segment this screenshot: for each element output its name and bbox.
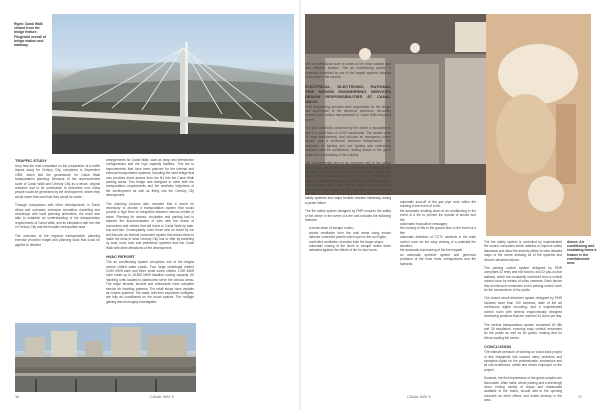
sculpture-photo	[486, 14, 591, 236]
heading-electrical: ELECTRICAL, ELECTRONIC, RATIONAL FIRE DESIGN ENGINEERING SERVICES DESIGN RESPONSIBILITIES AT CANAL WALK:	[305, 83, 391, 104]
paragraph: However, the first impressions of the great complex are favourable. Wide malls, whole parking and a seemingly never ending variety of shops and restaurants available to the visitor, should add to the opening chronicle as other offices and hotels develop in the area.	[484, 376, 562, 403]
list-item: the homing of lifts to the ground floor in the event of a fire;	[400, 226, 476, 235]
text-column-electrical	[305, 62, 391, 257]
caption-sculpture: Above: Air conditioning and escalating items a feature in the entertainment area.	[567, 240, 597, 266]
paragraph: Through comparison with other developments in South Africa and overseas, extensive simulation modelling and workshops with local planning authorities, the team was able to establish an understanding of the transportation requirements of Canal Walk, and its interaction with the rest of Century City and the broader metropolitan area.	[15, 203, 100, 230]
list-item: an automatic sprinkler system and generous provision of fire hose reels, extinguishers and fire hydrants.	[400, 252, 476, 266]
fire-features-list	[305, 226, 391, 252]
sculpture-photo-illustration	[486, 14, 591, 236]
list-item: smoke ventilation from the mall areas using smoke detector controlled panels which open in the roof lights;	[309, 230, 391, 240]
magazine-name-right: CANAL WAY 8	[407, 395, 431, 399]
heading-traffic-study: TRAFFIC STUDY	[15, 158, 47, 163]
text-column-traffic	[15, 158, 100, 251]
list-item: the automatic shutting down of air conditioning in the event of a fire to prevent the spread of smoke and fire;	[400, 208, 476, 222]
list-item: automatic detection of CCTV cameras in the main control room for the easy viewing of a potential fire situation;	[400, 235, 476, 249]
page-number-left: 36	[15, 395, 19, 399]
paragraph: with a professional team to arrive at the most suitable and cost effective solution. The air conditioning system is computer controlled by one of the largest systems installed in the state in the country.	[305, 62, 391, 80]
walkway-photo	[15, 323, 196, 392]
paragraph: The parking control system designed by PMR comprises 42 entry and exit booms, and 22 pay-on-foot stations, which are constantly monitored from a central control room by means of video cameras. Each device has an intercom connection to the parking control room for the convenience of the public.	[484, 266, 562, 293]
list-item: a break-down of escape routes;	[309, 226, 354, 231]
list-item: automatic closing of fire doors to escape routes when activated against the effects of fire for two hours;	[309, 244, 391, 253]
text-column-hvac	[106, 158, 194, 308]
paragraph: The intimate pressure of working on a fast track project of this magnitude has caused many problems and sleepless nights for the professionals, contractors and all sub-contractors, artists and others employed on the project.	[484, 350, 562, 372]
paragraph: PMR Engineering services were responsible for the design and supervision of the electrical, electronic, fire-safety systems and vertical transportation in Canal Walk shopping centre.	[305, 104, 391, 122]
heading-hvac-report: HVAC REPORT	[106, 254, 135, 260]
paragraph: arrangements for Canal Walk, such as ramp and intersection configurations and the high capacity facilities. This led to improvements that have been planned for the internal and external transportation systems, including the used bridge that now provides direct access from the N1 into the Canal Walk parking areas. This bridge was designed to meet both the transportation requirements and the aesthetic objectives of the development as well as fitting into the Century City development.	[106, 158, 194, 198]
paragraph: The fire safety system is controlled by sophisticated fire control computers which address to improve safety standards and allow the security officer to view detailed maps of the centre showing all of the systems and devices described above.	[484, 240, 562, 262]
fire-features-list-continued	[396, 200, 476, 266]
paragraph: The total electricity consumed by the centre is equivalent to that of a small town of 2,000 households. The system uses 28 main transformers, and includes an emergency power system and a multi-level electrical infrastructure. The emphasis on lighting and roof lighting was extensively designed with the architecture, adding drama to the grand scale and rich detailing of the building.	[305, 126, 391, 157]
paragraph: Arup was the lead consultant on the preparation of a traffic impact study for Century City, completed in September 1998, which laid the groundwork for Canal Walk transportation planning. Because of the unprecedented scale of Canal Walk and Century City as a whole, original research had to be undertaken to determine how many people would be generated by the development, where they would come from and how they would be made.	[15, 164, 100, 199]
page-number-right: 37	[578, 395, 582, 399]
list-item: automatic shut-off of the gas pipe work within the building in the event of a fire;	[400, 200, 476, 209]
bridge-photo	[52, 14, 294, 154]
text-column-fire-list	[396, 200, 476, 270]
paragraph: The environmental area is an important part of the centre and boasts one of the most sophisticated lighting control systems in the country. It employs intelligent lighting and stage effects usually found only in major entertainment venues. A centralised computer controlled mimicking system with a secure web page enables users to monitor their current and past electricity, gas and water consumption at the click of a mouse. Stand-by power ensures that the life-safety systems and major tenants function flawlessly during a power failure.	[305, 161, 391, 205]
walkway-photo-illustration	[15, 323, 196, 392]
heading-conclusion: CONCLUSION	[484, 344, 511, 350]
paragraph: The air conditioning system comprises one of the largest central chilled water plants. Four large centrifugal chillers 3,000 kW/ft each and three small screw chillers 1,050 kW/ft each make up to 15,800 kW/ft installed cooling capacity. Air handling units located in plantrooms serve the various areas. The major tenants, tenants and restaurants have complete service air handling systems. The retail shops have variable air volume systems. The malls, with their expansive rooflights, are fully air conditioned on the broad spaces. The rooflight glazing was thoroughly investigated	[106, 260, 194, 304]
text-column-conclusion	[484, 240, 562, 407]
bridge-photo-illustration	[52, 14, 294, 154]
paragraph: The overview of the regional transportation planning exercise provided insight and planning tools that could be applied to detailed	[15, 233, 100, 247]
paragraph: The planning process also revealed that it would be necessary to provide a transportation system that would provide a high level of integration between various modes of travel. Planning for access, circulation and parking had to balance the accommodation of cars with the needs of commuters and visitors that will travel to Canal Walk by train, bus and taxi. Consequently, even those who do travel by car will discover an internal movement system that allows them to make the most of what Century City has to offer by travelling by boat, boat, train and pedestrian systems that link Canal Walk with other attractions of the development.	[106, 201, 194, 250]
list-item: the automatic summoning of the fire brigade.	[400, 248, 464, 253]
list-item: automated evacuation messages;	[400, 222, 448, 227]
list-item: controlled ventilation of smoke from the larger shops;	[309, 239, 384, 244]
magazine-name-left: CANAL WAY 8	[150, 395, 174, 399]
paragraph: The vertical transportation system comprises 60 lifts and 34 escalators, ensuring easy vertical movement for the public as well as for goods, making and for fixture loading the centre.	[484, 322, 562, 340]
caption-bridge: Right: Canal Walk viewed from the bridge feature. Fitzgerald overall of bridge station and walkway.	[14, 22, 47, 48]
paragraph: The closed circuit television system designed by PMR includes more than 100 cameras, state of the art continuous digital recording, and a sophisticated control room with several ergonomically designed monitoring positions that are manned 24 hours per day.	[484, 296, 562, 319]
page-gutter	[299, 0, 301, 410]
paragraph: The fire safety system designed by PMR ensures the safety of the centre in the event of a fire and includes the following features:	[305, 209, 391, 222]
